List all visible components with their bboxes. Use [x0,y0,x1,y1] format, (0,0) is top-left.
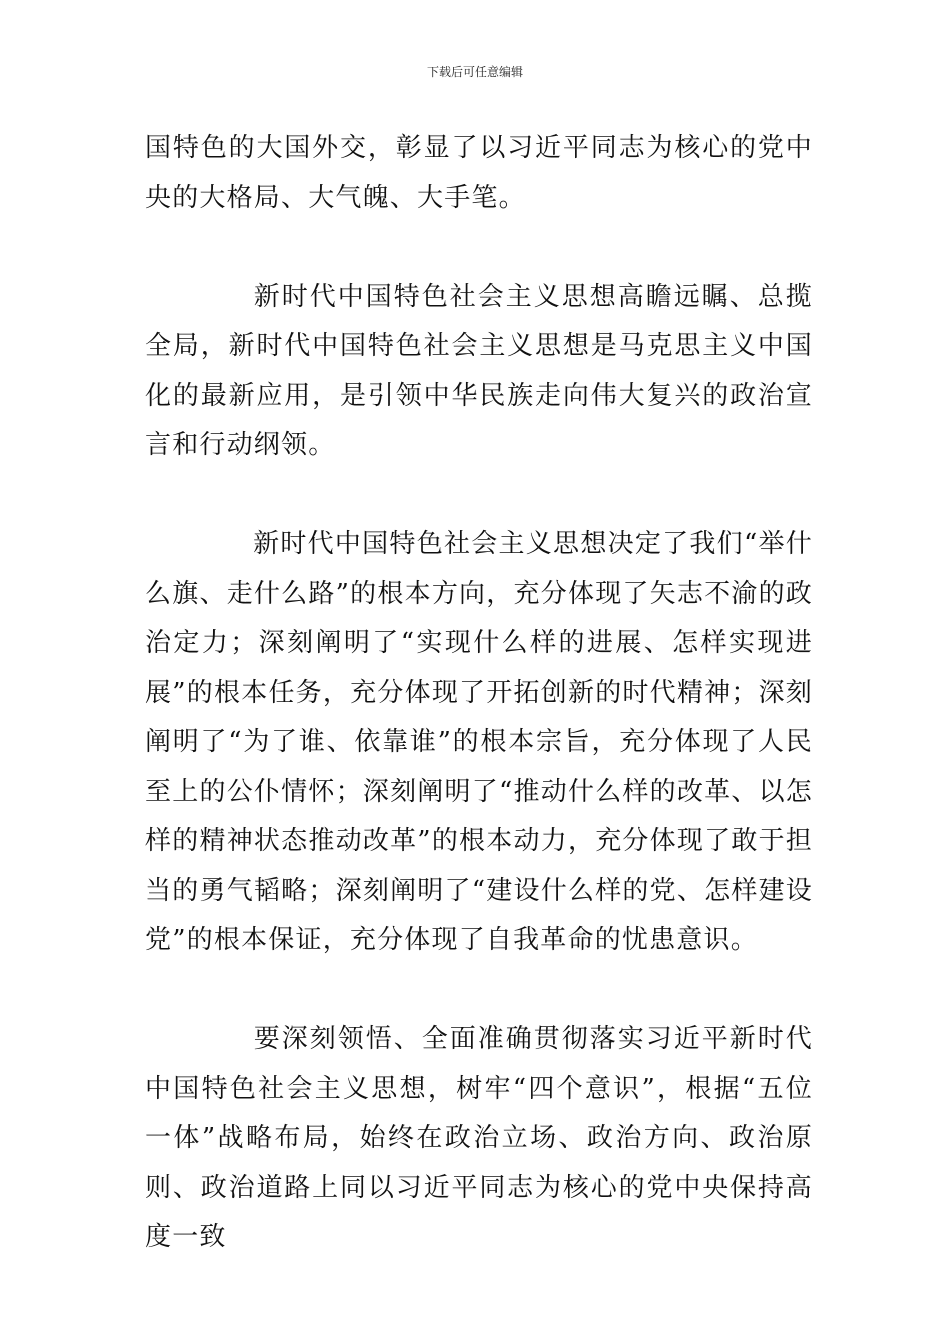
paragraph-1-text: 国特色的大国外交，彰显了以习近平同志为核心的党中央的大格局、大气魄、大手笔。 [145,133,813,213]
paragraph-3-text: 新时代中国特色社会主义思想决定了我们“举什么旗、走什么路”的根本方向，充分体现了矢志不渝的政治定力；深刻阐明了“实现什么样的进展、怎样实现进展”的根本任务，充分体现了开拓创新的时代精神；深刻阐明了“为了谁、依靠谁”的根本宗旨，充分体现了人民至上的公仆情怀；深刻阐明了“推动什么样的改革、以怎样的精神状态推动改革”的根本动力，充分体现了敢于担当的勇气韬略；深刻阐明了“建设什么样的党、怎样建设党”的根本保证，充分体现了自我革命的忧患意识。 [145,529,813,955]
paragraph-gap [145,966,813,1016]
paragraph-4-text: 要深刻领悟、全面准确贯彻落实习近平新时代中国特色社会主义思想，树牢“四个意识”，根据“五位一体”战略布局，始终在政治立场、政治方向、政治原则、政治道路上同以习近平同志为核心的党中央保持高度一致 [145,1024,813,1252]
paragraph-4 [145,1015,813,1263]
paragraph-gap [145,471,813,521]
document-body [145,124,813,1263]
paragraph-2 [145,273,813,471]
page-header-note: 下载后可任意编辑 [426,65,523,79]
paragraph-gap [145,223,813,273]
paragraph-3 [145,520,813,966]
paragraph-1 [145,124,813,223]
paragraph-2-text: 新时代中国特色社会主义思想高瞻远瞩、总揽全局，新时代中国特色社会主义思想是马克思主义中国化的最新应用，是引领中华民族走向伟大复兴的政治宣言和行动纲领。 [145,281,813,460]
